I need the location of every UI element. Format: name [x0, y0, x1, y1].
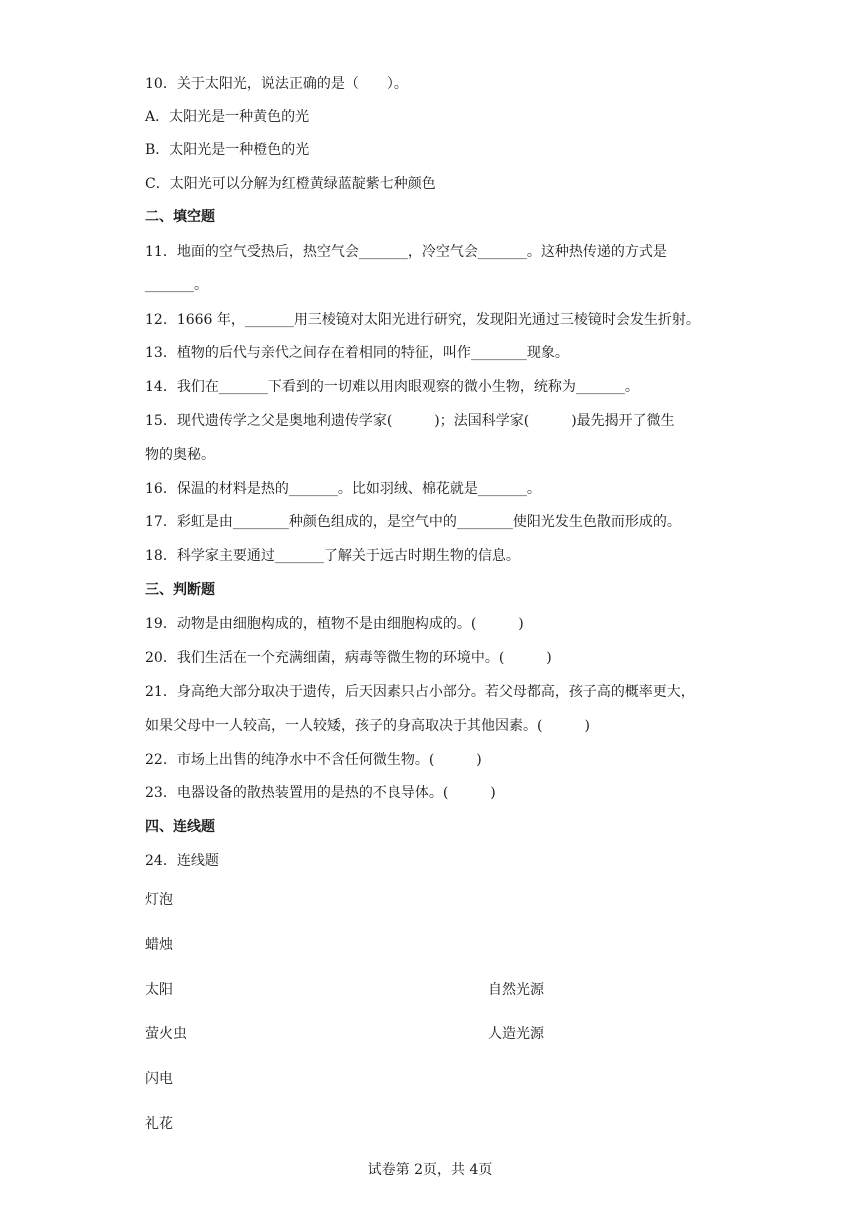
question-19: 19．动物是由细胞构成的，植物不是由细胞构成的。( )	[145, 616, 524, 632]
match-left-item: 灯泡	[145, 892, 173, 908]
match-left-item: 蜡烛	[145, 937, 173, 953]
section-heading-true-false: 三、判断题	[145, 582, 215, 598]
match-right-item: 人造光源	[488, 1026, 544, 1042]
question-15-line-2: 物的奥秘。	[145, 447, 215, 463]
question-11-line-1: 11．地面的空气受热后，热空气会_______，冷空气会_______。这种热传递的方式是	[145, 244, 667, 260]
question-24: 24．连线题	[145, 853, 219, 869]
page-footer: 试卷第 2页，共 4页	[367, 1162, 493, 1178]
match-right-item: 自然光源	[488, 982, 544, 998]
section-heading-matching: 四、连线题	[145, 819, 215, 835]
question-10-option-c: C．太阳光可以分解为红橙黄绿蓝靛紫七种颜色	[145, 176, 436, 192]
section-heading-fill-blank: 二、填空题	[145, 209, 215, 225]
question-18: 18．科学家主要通过_______了解关于远古时期生物的信息。	[145, 548, 520, 564]
match-left-item: 萤火虫	[145, 1026, 187, 1042]
question-11-line-2: _______。	[145, 277, 208, 293]
question-15-line-1: 15．现代遗传学之父是奥地利遗传学家( )；法国科学家( )最先揭开了微生	[145, 413, 675, 429]
question-13: 13．植物的后代与亲代之间存在着相同的特征，叫作________现象。	[145, 345, 569, 361]
match-left-item: 闪电	[145, 1071, 173, 1087]
question-21-line-2: 如果父母中一人较高，一人较矮，孩子的身高取决于其他因素。( )	[145, 718, 590, 734]
question-14: 14．我们在_______下看到的一切难以用肉眼观察的微小生物，统称为_______。	[145, 379, 639, 395]
question-10-option-a: A．太阳光是一种黄色的光	[145, 109, 310, 125]
match-left-item: 礼花	[145, 1116, 173, 1132]
question-16: 16．保温的材料是热的_______。比如羽绒、棉花就是_______。	[145, 481, 541, 497]
question-21-line-1: 21．身高绝大部分取决于遗传，后天因素只占小部分。若父母都高，孩子高的概率更大，	[145, 684, 695, 700]
question-10: 10．关于太阳光，说法正确的是（ ）。	[145, 76, 408, 92]
question-23: 23．电器设备的散热装置用的是热的不良导体。( )	[145, 785, 496, 801]
question-20: 20．我们生活在一个充满细菌，病毒等微生物的环境中。( )	[145, 650, 552, 666]
question-22: 22．市场上出售的纯净水中不含任何微生物。( )	[145, 752, 482, 768]
question-17: 17．彩虹是由________种颜色组成的，是空气中的________使阳光发生色散而形成的。	[145, 514, 681, 530]
question-10-option-b: B．太阳光是一种橙色的光	[145, 142, 310, 158]
question-12: 12．1666 年，_______用三棱镜对太阳光进行研究，发现阳光通过三棱镜时会发生折射。	[145, 312, 700, 328]
match-left-item: 太阳	[145, 982, 173, 998]
